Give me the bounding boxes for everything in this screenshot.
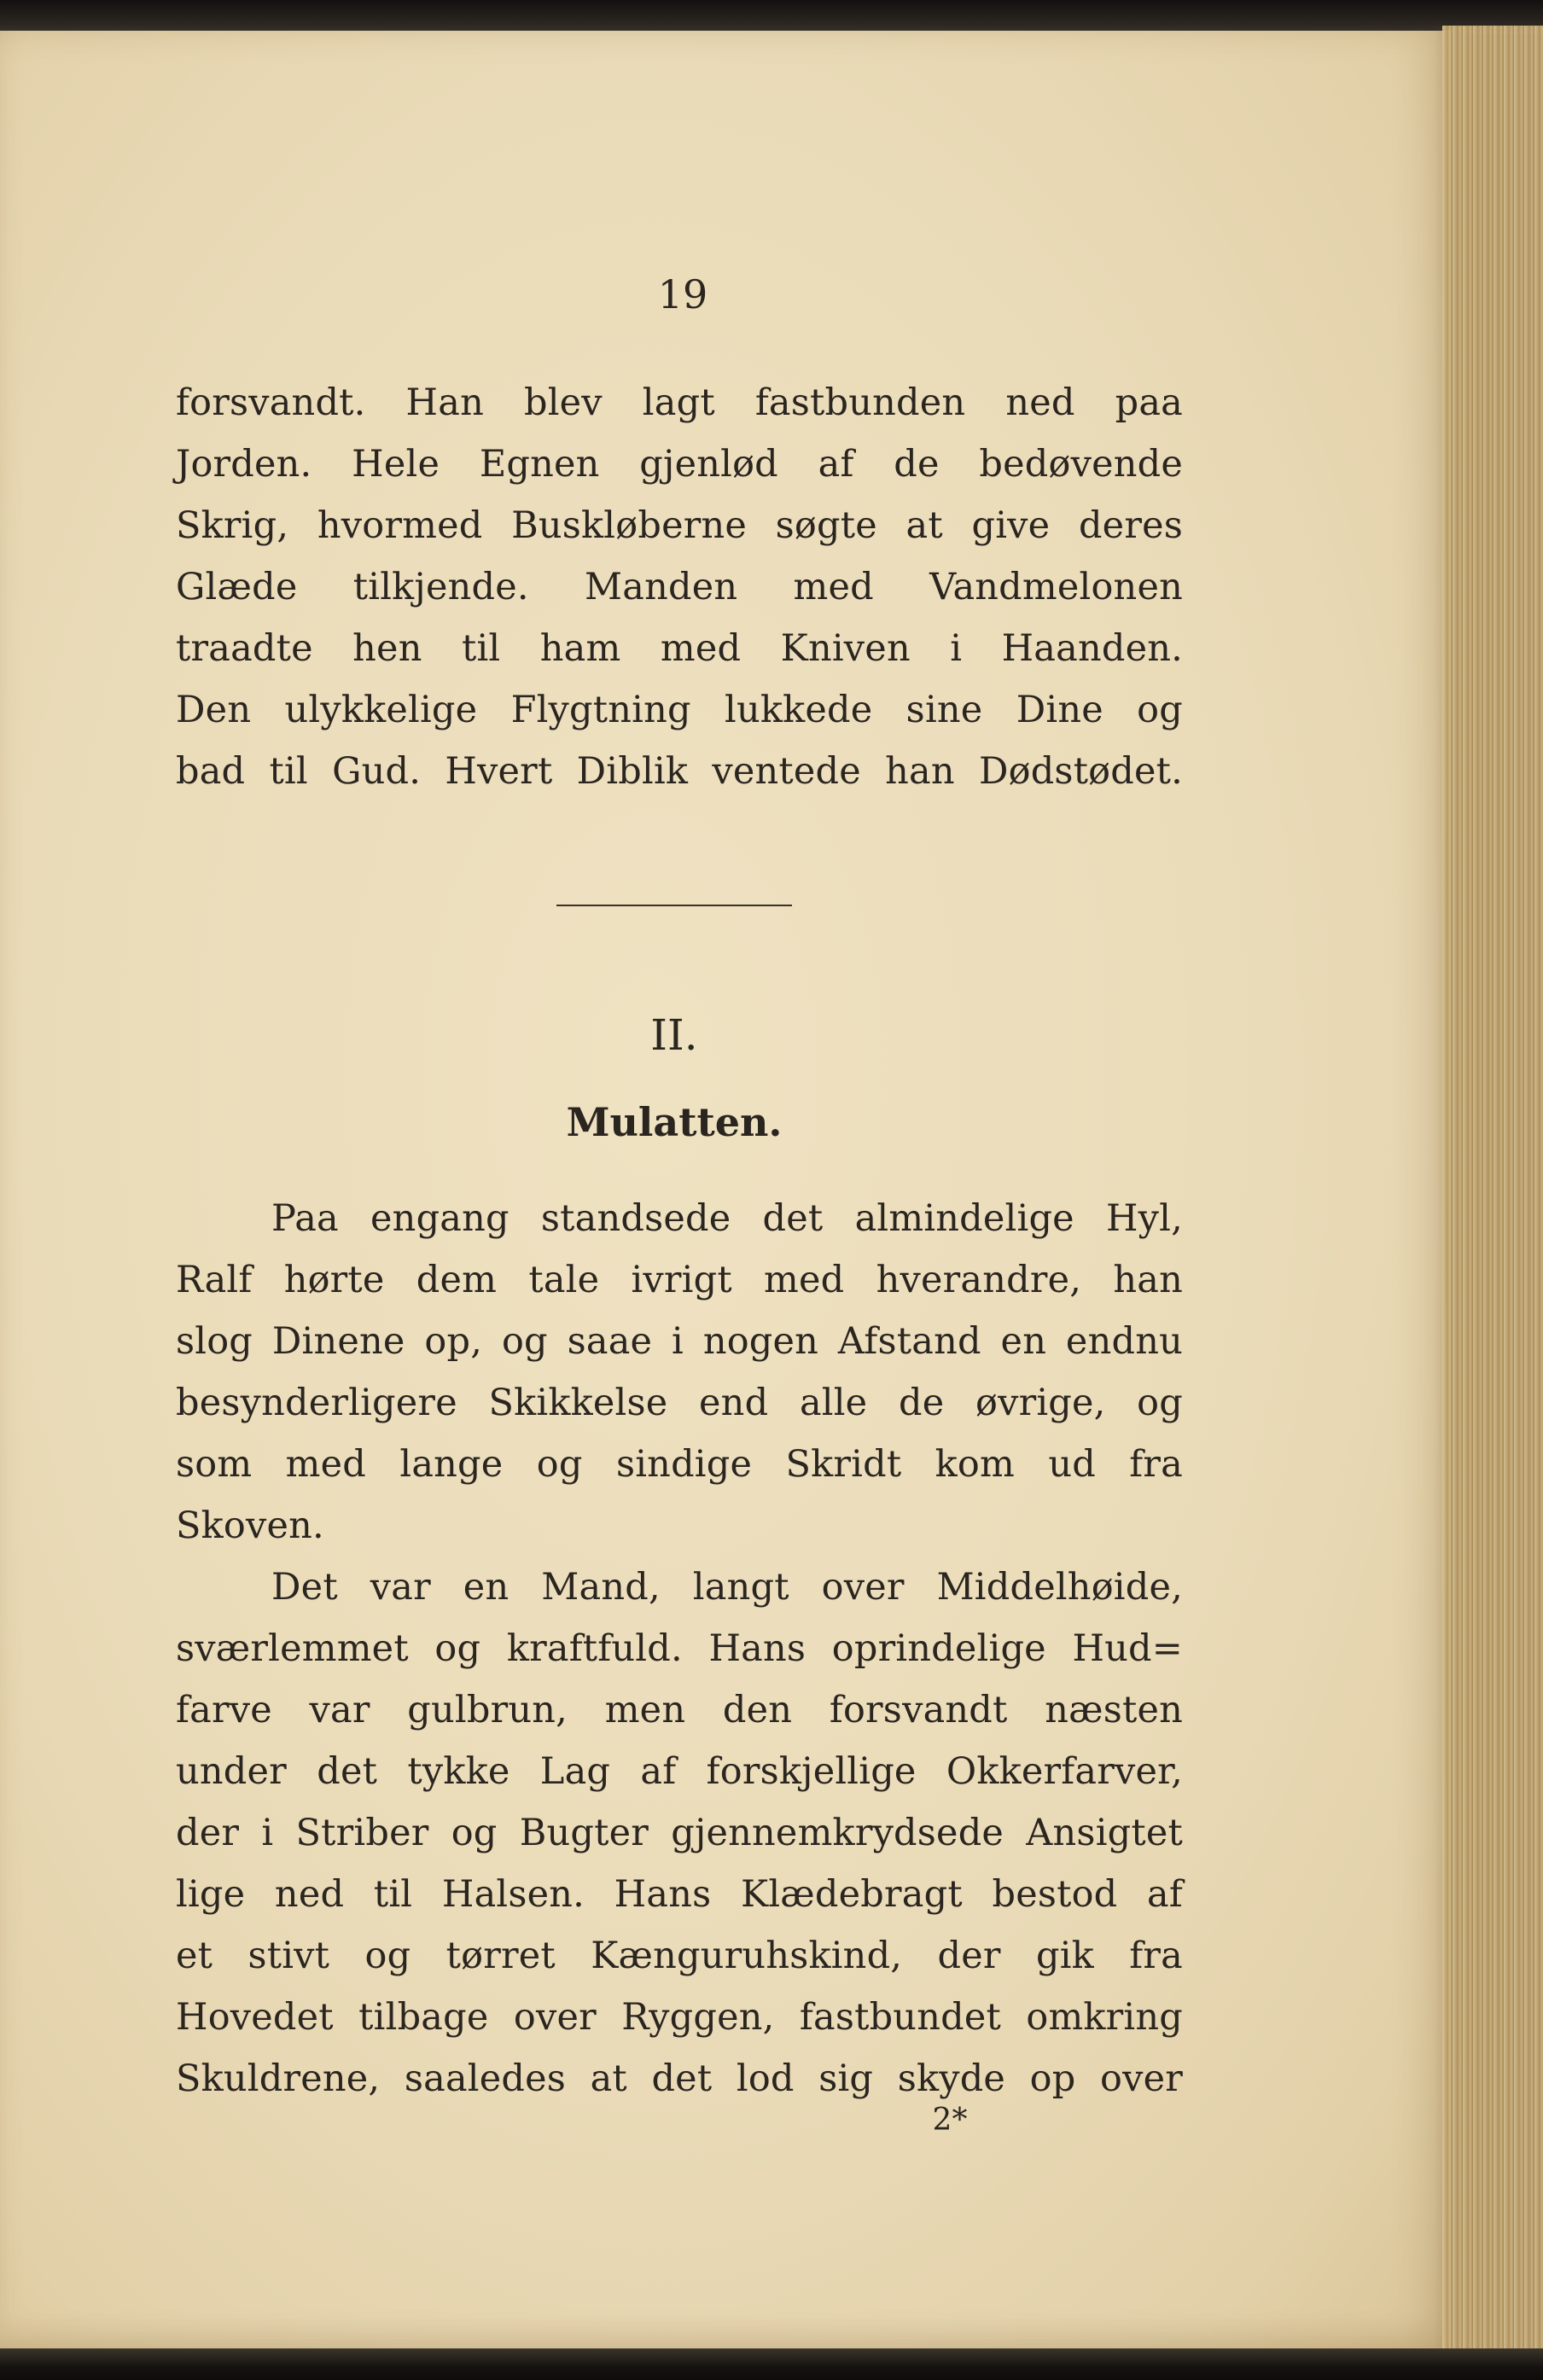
text-line: Skoven. (176, 1504, 324, 1547)
page-number: 19 (657, 271, 708, 317)
scan-top-edge (0, 0, 1543, 34)
chapter-number: II. (650, 1010, 698, 1060)
text-line: besynderligere Skikkelse end alle de øvrige, og (176, 1382, 1183, 1424)
text-line: Glæde tilkjende. Manden med Vandmelonen (176, 566, 1183, 608)
text-line: forsvandt. Han blev lagt fastbunden ned paa (176, 381, 1183, 424)
book-page-edges (1442, 26, 1543, 2355)
text-line: lige ned til Halsen. Hans Klædebragt bestod af (176, 1873, 1183, 1916)
top-paragraph (176, 372, 1183, 802)
text-line: Det var en Mand, langt over Middelhøide, (271, 1566, 1183, 1609)
signature-mark: 2* (932, 2103, 968, 2138)
text-line: under det tykke Lag af forskjellige Okkerfarver, (176, 1750, 1183, 1793)
text-line: som med lange og sindige Skridt kom ud fra (176, 1443, 1183, 1486)
text-line: traadte hen til ham med Kniven i Haanden. (176, 627, 1183, 670)
text-line: Jorden. Hele Egnen gjenlød af de bedøvende (176, 443, 1183, 486)
paragraph-three (176, 1557, 1183, 2109)
section-divider-rule (556, 905, 792, 906)
text-line: slog Dinene op, og saae i nogen Afstand en endnu (176, 1320, 1183, 1363)
text-line: sværlemmet og kraftfuld. Hans oprindelige Hud= (176, 1627, 1183, 1670)
paragraph-two (176, 1188, 1183, 1557)
chapter-title: Mulatten. (566, 1099, 783, 1145)
text-line: Hovedet tilbage over Ryggen, fastbundet omkring (176, 1996, 1183, 2039)
text-line: Den ulykkelige Flygtning lukkede sine Dine og (176, 689, 1183, 731)
text-line: farve var gulbrun, men den forsvandt næsten (176, 1689, 1183, 1731)
text-line: Ralf hørte dem tale ivrigt med hverandre, han (176, 1259, 1183, 1301)
text-line: et stivt og tørret Kænguruhskind, der gik fra (176, 1935, 1183, 1977)
text-line: Skuldrene, saaledes at det lod sig skyde op over (176, 2057, 1183, 2100)
text-line: bad til Gud. Hvert Diblik ventede han Dødstødet. (176, 750, 1183, 793)
text-line: Skrig, hvormed Buskløberne søgte at give deres (176, 504, 1183, 547)
text-line: der i Striber og Bugter gjennemkrydsede Ansigtet (176, 1812, 1183, 1854)
scan-bottom-edge (0, 2348, 1543, 2380)
text-line: Paa engang standsede det almindelige Hyl, (271, 1197, 1183, 1240)
